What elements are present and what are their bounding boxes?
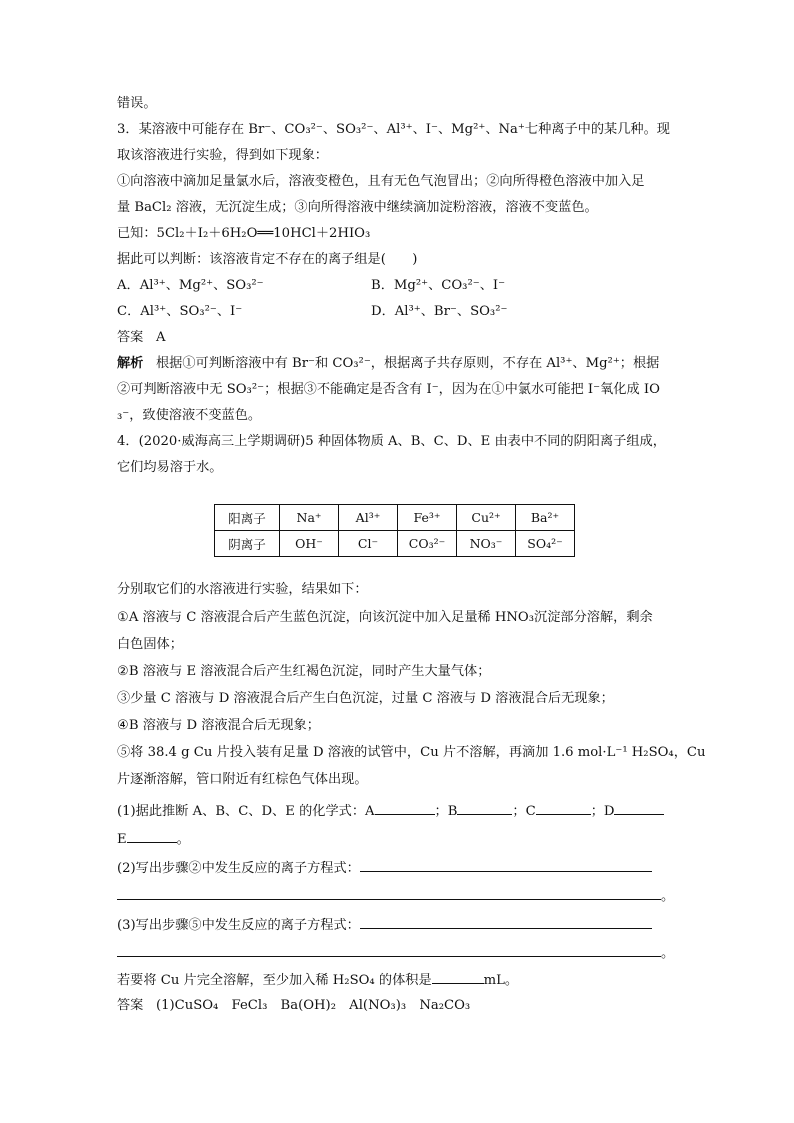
- table-cell: SO₄²⁻: [516, 531, 575, 557]
- q4-sub1-line2: [117, 828, 190, 850]
- previous-text-end: 错误。: [117, 96, 157, 111]
- sub3-text: (3)写出步骤⑤中发生反应的离子方程式：: [117, 918, 360, 933]
- cation-row-label: 阳离子: [215, 505, 280, 531]
- answer-line-sub3a[interactable]: [360, 914, 652, 929]
- table-cell: OH⁻: [280, 531, 339, 557]
- sub2-period: 。: [661, 889, 675, 904]
- q4-experiment3: ③少量 C 溶液与 D 溶液混合后产生白色沉淀，过量 C 溶液与 D 溶液混合后无现象；: [117, 691, 614, 706]
- sub1-b-label: ；B: [434, 804, 458, 819]
- q3-analysis-label: 解析: [117, 356, 144, 371]
- q4-experiment2: ②B 溶液与 E 溶液混合后产生红褐色沉淀，同时产生大量气体；: [117, 664, 491, 679]
- q4-answer-value: (1)CuSO₄ FeCl₃ Ba(OH)₂ Al(NO₃)₃ Na₂CO₃: [155, 998, 471, 1013]
- q3-analysis-text1: 根据①可判断溶液中有 Br⁻和 CO₃²⁻，根据离子共存原则，不存在 Al³⁺、Mg²⁺；根据: [155, 356, 660, 371]
- q4-stem-line1: 4．(2020·威海高三上学期调研)5 种固体物质 A、B、C、D、E 由表中不同的阴阳离子组成，: [117, 434, 666, 449]
- q3-answer-value: A: [155, 330, 166, 345]
- table-cell: CO₃²⁻: [398, 531, 457, 557]
- sub3-period: 。: [661, 946, 675, 961]
- table-cell: Cu²⁺: [457, 505, 516, 531]
- table-cell: NO₃⁻: [457, 531, 516, 557]
- q4-experiment1-line1: ①A 溶液与 C 溶液混合后产生蓝色沉淀，向该沉淀中加入足量稀 HNO₃沉淀部分溶解，剩余: [117, 610, 653, 625]
- q3-answer: [117, 328, 165, 348]
- q3-observation-line2: 量 BaCl₂ 溶液，无沉淀生成；③向所得溶液中继续滴加淀粉溶液，溶液不变蓝色。: [117, 200, 598, 215]
- table-cell: Ba²⁺: [516, 505, 575, 531]
- q3-known-equation: 已知：5Cl₂＋I₂＋6H₂O══10HCl＋2HIO₃: [117, 226, 371, 241]
- ion-table: [214, 504, 575, 557]
- answer-line-sub2a[interactable]: [360, 857, 652, 872]
- answer-line-sub2b[interactable]: [117, 885, 661, 900]
- q4-volume-question: [117, 969, 518, 991]
- q3-stem-line2: 取该溶液进行实验，得到如下现象：: [117, 148, 328, 163]
- sub1-e-label: E: [117, 832, 127, 847]
- q4-stem-line2: 它们均易溶于水。: [117, 460, 223, 475]
- answer-blank-e[interactable]: [127, 828, 177, 843]
- q4-experiment-intro: 分别取它们的水溶液进行实验，结果如下：: [117, 582, 368, 597]
- sub1-end: 。: [176, 832, 190, 847]
- q3-answer-label: 答案: [117, 330, 144, 345]
- table-cell: Al³⁺: [339, 505, 398, 531]
- table-cell: Fe³⁺: [398, 505, 457, 531]
- q3-stem-line1: 3．某溶液中可能存在 Br⁻、CO₃²⁻、SO₃²⁻、Al³⁺、I⁻、Mg²⁺、Na⁺七种离子中的某几种。现: [117, 122, 670, 137]
- q4-sub3-line1: [117, 914, 652, 936]
- answer-line-sub3b[interactable]: [117, 942, 661, 957]
- sub1-d-label: ；D: [590, 804, 615, 819]
- answer-blank-c[interactable]: [536, 800, 591, 815]
- anion-row: [215, 531, 575, 557]
- answer-blank-d[interactable]: [614, 800, 664, 815]
- q3-question: 据此可以判断：该溶液肯定不存在的离子组是( ): [117, 252, 418, 267]
- table-cell: Cl⁻: [339, 531, 398, 557]
- answer-blank-volume[interactable]: [432, 969, 484, 984]
- q4-sub3-line2: [117, 942, 674, 964]
- q3-option-c: C．Al³⁺、SO₃²⁻、I⁻: [117, 304, 243, 319]
- answer-blank-b[interactable]: [457, 800, 512, 815]
- sub2-text: (2)写出步骤②中发生反应的离子方程式：: [117, 861, 360, 876]
- q4-sub2-line2: [117, 885, 674, 907]
- q4-experiment5-line2: 片逐渐溶解，管口附近有红棕色气体出现。: [117, 772, 368, 787]
- q3-observation-line1: ①向溶液中滴加足量氯水后，溶液变橙色，且有无色气泡冒出；②向所得橙色溶液中加入足: [117, 174, 645, 189]
- q3-option-a: A．Al³⁺、Mg²⁺、SO₃²⁻: [117, 278, 264, 293]
- q4-answer-label: 答案: [117, 998, 144, 1013]
- q3-analysis-line2: ②可判断溶液中无 SO₃²⁻；根据③不能确定是否含有 I⁻，因为在①中氯水可能把 I⁻氧化成 IO: [117, 382, 660, 397]
- sub1-c-label: ；C: [512, 804, 536, 819]
- sub1-text: (1)据此推断 A、B、C、D、E 的化学式：A: [117, 804, 375, 819]
- cation-row: [215, 505, 575, 531]
- volume-text: 若要将 Cu 片完全溶解，至少加入稀 H₂SO₄ 的体积是: [117, 973, 432, 988]
- anion-row-label: 阴离子: [215, 531, 280, 557]
- q3-analysis-line3: ₃⁻，致使溶液不变蓝色。: [117, 408, 262, 423]
- q3-option-d: D．Al³⁺、Br⁻、SO₃²⁻: [371, 304, 508, 319]
- q4-answer: [117, 996, 470, 1016]
- answer-blank-a[interactable]: [375, 800, 435, 815]
- q4-sub1-line1: [117, 800, 664, 822]
- table-cell: Na⁺: [280, 505, 339, 531]
- q4-sub2-line1: [117, 857, 652, 879]
- q4-experiment1-line2: 白色固体；: [117, 637, 183, 652]
- q4-experiment4: ④B 溶液与 D 溶液混合后无现象；: [117, 718, 320, 733]
- q4-experiment5-line1: ⑤将 38.4 g Cu 片投入装有足量 D 溶液的试管中，Cu 片不溶解，再滴加 1.6 mol·L⁻¹ H₂SO₄，Cu: [117, 745, 706, 760]
- q3-analysis-line1: [117, 354, 659, 374]
- volume-unit: mL。: [483, 973, 519, 988]
- q3-option-b: B．Mg²⁺、CO₃²⁻、I⁻: [371, 278, 506, 293]
